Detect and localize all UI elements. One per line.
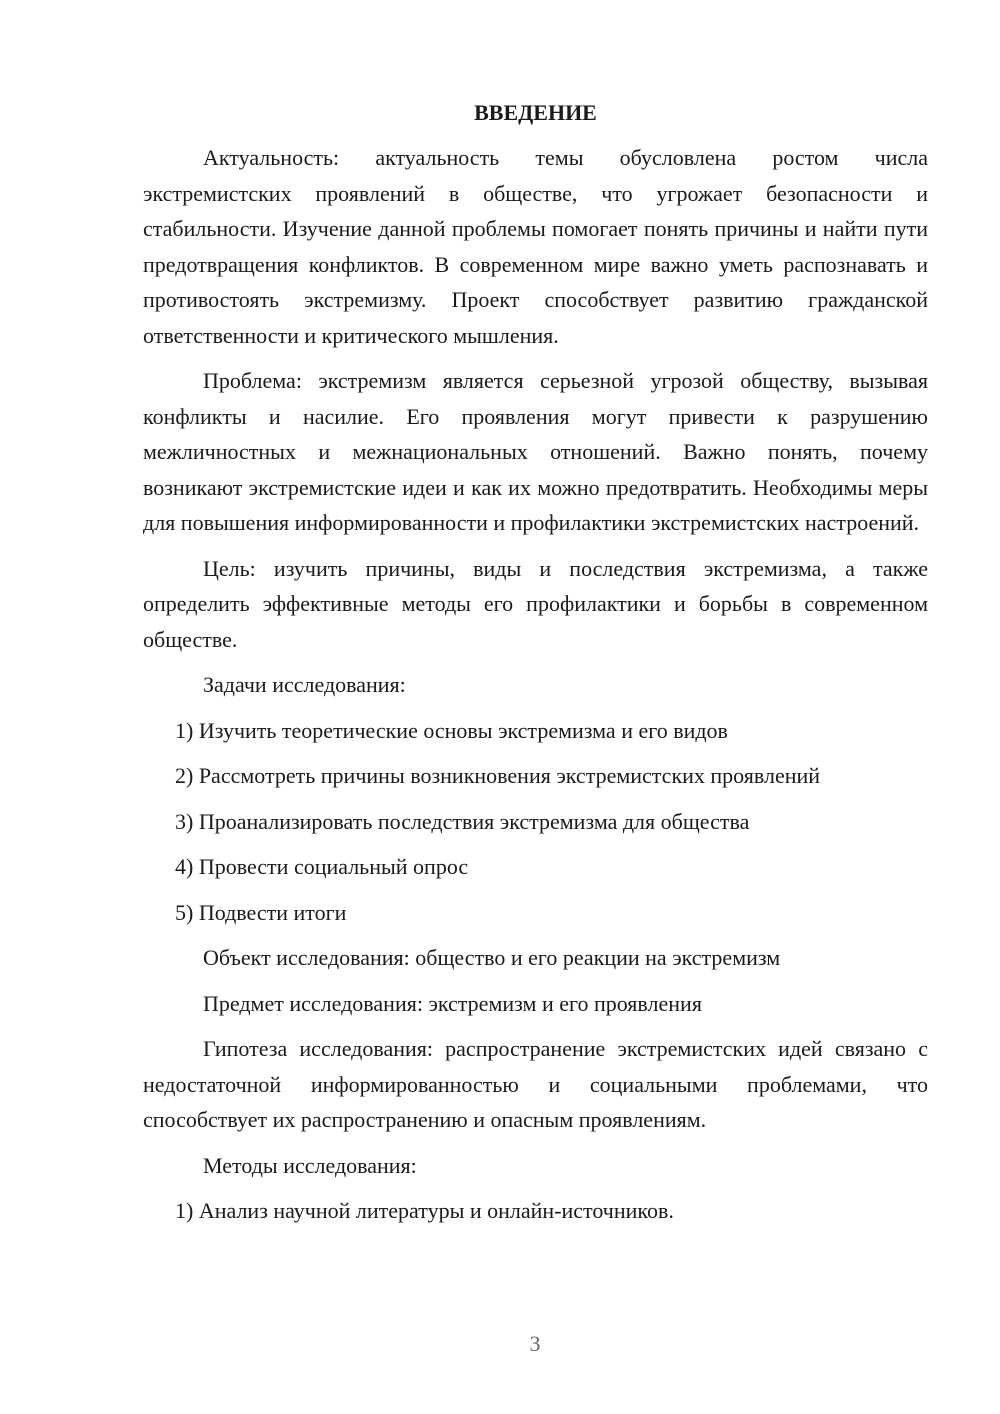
section-title: ВВЕДЕНИЕ — [474, 100, 597, 125]
object-paragraph: Объект исследования: общество и его реакции на экстремизм — [203, 945, 781, 970]
task-item: 2) Рассмотреть причины возникновения экстремистских проявлений — [175, 763, 821, 788]
document-page — [143, 95, 928, 1239]
relevance-paragraph: Актуальность: актуальность темы обусловлена ростом числа экстремистских проявлений в обществе, что угрожает безопасности и стабильности. Изучение данной проблемы помогает понять причины и найти пути предотвращения конфликтов. В современном мире важно уметь распознавать и противостоять экстремизму. Проект способствует развитию гражданской ответственности и критического мышления. — [143, 145, 928, 348]
problem-paragraph: Проблема: экстремизм является серьезной угрозой обществу, вызывая конфликты и насилие. Его проявления могут привести к разрушению межличностных и межнациональных отношений. Важно понять, почему возникают экстремистские идеи и как их можно предотвратить. Необходимы меры для повышения информированности и профилактики экстремистских настроений. — [143, 368, 928, 535]
hypothesis-paragraph: Гипотеза исследования: распространение экстремистских идей связано с недостаточной информированностью и социальными проблемами, что способствует их распространению и опасным проявлениям. — [143, 1036, 928, 1132]
page-number: 3 — [529, 1331, 541, 1356]
task-item: 5) Подвести итоги — [175, 899, 347, 925]
task-item: 4) Провести социальный опрос — [175, 854, 469, 879]
methods-heading: Методы исследования: — [203, 1152, 417, 1178]
subject-paragraph: Предмет исследования: экстремизм и его проявления — [203, 990, 702, 1016]
goal-paragraph: Цель: изучить причины, виды и последствия экстремизма, а также определить эффективные методы его профилактики и борьбы в современном обществе. — [143, 555, 928, 652]
task-item: 3) Проанализировать последствия экстремизма для общества — [175, 808, 750, 834]
tasks-heading: Задачи исследования: — [203, 672, 406, 697]
method-item: 1) Анализ научной литературы и онлайн-источников. — [175, 1198, 674, 1223]
task-item: 1) Изучить теоретические основы экстремизма и его видов — [175, 717, 728, 743]
